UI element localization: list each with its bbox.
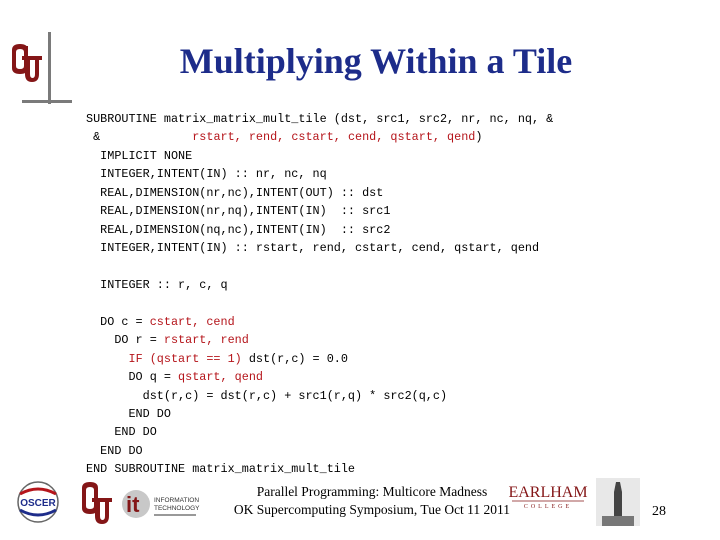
code-segment: REAL,DIMENSION(nr,nc),INTENT(OUT) :: dst: [86, 185, 384, 200]
code-line: [86, 184, 553, 202]
code-segment-highlight: IF (qstart == 1): [128, 351, 242, 366]
svg-text:OSCER: OSCER: [20, 498, 56, 509]
code-line: [86, 405, 553, 423]
code-line: [86, 460, 553, 478]
code-line: [86, 258, 553, 276]
code-line: [86, 147, 553, 165]
svg-text:TECHNOLOGY: TECHNOLOGY: [154, 505, 200, 512]
code-line: [86, 442, 553, 460]
footer-event: OK Supercomputing Symposium, Tue Oct 11 2011: [233, 502, 511, 517]
code-line: [86, 313, 553, 331]
code-segment: INTEGER :: r, c, q: [86, 277, 228, 292]
code-segment: &: [86, 130, 193, 145]
code-line: [86, 423, 553, 441]
code-segment-highlight: qstart, qend: [178, 370, 263, 385]
code-line: [86, 202, 553, 220]
code-segment: SUBROUTINE matrix_matrix_mult_tile (dst, src1, src2, nr, nc, nq, &: [86, 112, 554, 126]
code-segment: DO c =: [86, 314, 150, 329]
it-logo-icon: [122, 490, 200, 518]
code-segment-highlight: rstart, rend: [163, 333, 249, 348]
code-segment: END DO: [86, 425, 157, 440]
code-segment: INTEGER,INTENT(IN) :: rstart, rend, cstart, cend, qstart, qend: [86, 241, 540, 256]
code-segment: dst(r,c) = 0.0: [241, 351, 348, 366]
code-segment: END SUBROUTINE matrix_matrix_mult_tile: [86, 462, 356, 477]
code-segment: ): [475, 130, 483, 145]
code-block: [86, 110, 553, 479]
code-line: [86, 294, 553, 312]
code-line: [86, 350, 553, 368]
code-line: [86, 221, 553, 239]
code-line: [86, 128, 553, 146]
svg-text:INFORMATION: INFORMATION: [154, 497, 200, 504]
code-segment: REAL,DIMENSION(nq,nc),INTENT(IN) :: src2: [86, 222, 391, 237]
code-line: [86, 276, 553, 294]
code-segment: REAL,DIMENSION(nr,nq),INTENT(IN) :: src1: [86, 204, 391, 219]
code-segment: dst(r,c) = dst(r,c) + src1(r,q) * src2(q,c): [86, 388, 448, 403]
footer-logo-group: [14, 480, 224, 528]
code-line: [86, 387, 553, 405]
oscer-logo-icon: [18, 482, 58, 522]
title-divider-horizontal: [22, 100, 72, 103]
code-segment: INTEGER,INTENT(IN) :: nr, nc, nq: [86, 167, 327, 182]
earlham-logo-icon: [508, 480, 588, 510]
code-segment: DO q =: [86, 370, 179, 385]
code-segment: END DO: [86, 407, 171, 421]
code-segment: END DO: [86, 443, 143, 458]
code-segment-highlight: cstart, cend: [149, 314, 235, 329]
code-line: [86, 110, 553, 128]
code-line: [86, 165, 553, 183]
footer-title: Parallel Programming: Multicore Madness: [256, 484, 488, 499]
code-segment: [86, 352, 128, 366]
slide-title: Multiplying Within a Tile: [179, 41, 573, 81]
code-line: [86, 239, 553, 257]
page-number: 28: [652, 504, 666, 519]
code-segment-highlight: rstart, rend, cstart, cend, qstart, qend: [192, 130, 476, 145]
tower-icon: [596, 478, 640, 526]
svg-text:COLLEGE: COLLEGE: [523, 504, 573, 510]
svg-text:EARLHAM: EARLHAM: [508, 484, 588, 501]
code-line: [86, 368, 553, 386]
code-line: [86, 331, 553, 349]
ou-small-logo-icon: [82, 482, 112, 524]
code-segment: IMPLICIT NONE: [86, 148, 193, 163]
svg-text:it: it: [126, 492, 140, 517]
code-segment: DO r =: [86, 333, 164, 348]
